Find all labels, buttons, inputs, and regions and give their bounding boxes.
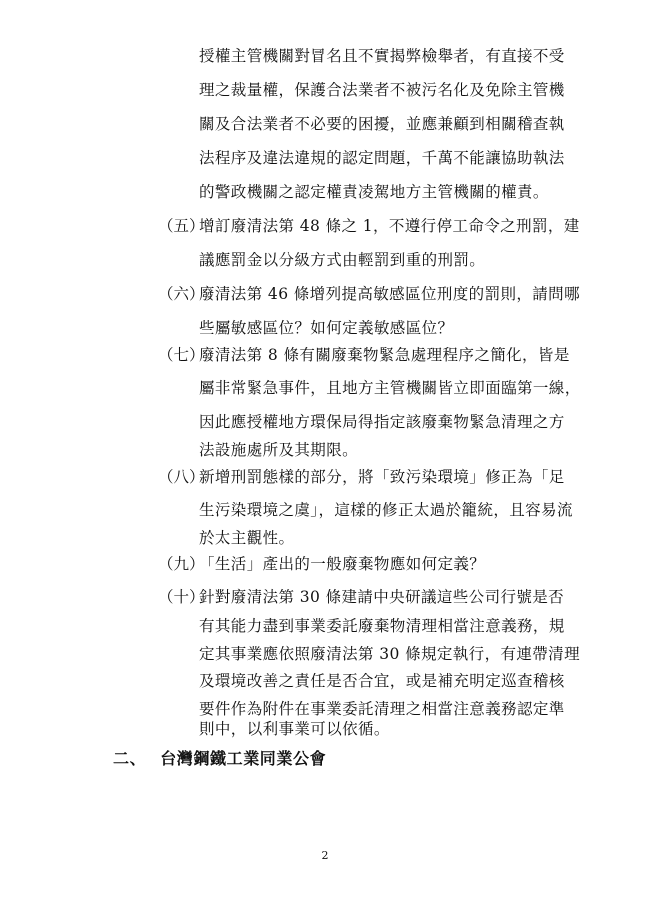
continuation-line: 理之裁量權，保護合法業者不被污名化及免除主管機 <box>199 81 565 99</box>
item-number: （五） <box>158 217 205 235</box>
item-line: 生污染環境之虞」，這樣的修正太過於籠統，且容易流 <box>199 501 573 519</box>
item-line: 及環境改善之責任是否合宜，或是補充明定巡查稽核 <box>199 672 565 690</box>
item-line: 些屬敏感區位？如何定義敏感區位？ <box>199 319 454 337</box>
section-number: 二、 <box>113 749 147 768</box>
item-line: 屬非常緊急事件，且地方主管機關皆立即面臨第一線， <box>199 379 581 397</box>
continuation-line: 關及合法業者不必要的困擾，並應兼顧到相關稽查執 <box>199 115 565 133</box>
continuation-line: 法程序及違法違規的認定問題，千萬不能讓協助執法 <box>199 149 565 167</box>
section-title: 台灣鋼鐵工業同業公會 <box>160 749 327 768</box>
item-line: 則中，以利事業可以依循。 <box>199 720 390 738</box>
item-number: （九） <box>158 555 205 573</box>
item-line: 法設施處所及其期限。 <box>199 441 359 459</box>
item-line: 於太主觀性。 <box>199 529 295 547</box>
item-line: 廢清法第 46 條增列提高敏感區位刑度的罰則，請問哪 <box>199 285 580 303</box>
item-line: 廢清法第 8 條有關廢棄物緊急處理程序之簡化，皆是 <box>199 346 570 364</box>
item-number: （八） <box>158 468 205 486</box>
section-heading <box>113 749 326 769</box>
page-number: 2 <box>321 849 329 862</box>
item-line: 「生活」產出的一般廢棄物應如何定義？ <box>199 555 486 573</box>
continuation-line: 的警政機關之認定權責凌駕地方主管機關的權責。 <box>199 183 549 201</box>
item-line: 有其能力盡到事業委託廢棄物清理相當注意義務，規 <box>199 617 565 635</box>
item-number: （十） <box>158 588 205 606</box>
item-line: 針對廢清法第 30 條建請中央研議這些公司行號是否 <box>199 588 565 606</box>
item-line: 議應罰金以分級方式由輕罰到重的刑罰。 <box>199 251 486 269</box>
item-number: （六） <box>158 285 205 303</box>
item-line: 新增刑罰態樣的部分，將「致污染環境」修正為「足 <box>199 468 565 486</box>
continuation-line: 授權主管機關對冒名且不實揭弊檢舉者，有直接不受 <box>199 47 565 65</box>
item-line: 增訂廢清法第 48 條之 1，不遵行停工命令之刑罰，建 <box>199 217 580 235</box>
item-line: 定其事業應依照廢清法第 30 條規定執行，有連帶清理 <box>199 645 580 663</box>
item-line: 因此應授權地方環保局得指定該廢棄物緊急清理之方 <box>199 413 565 431</box>
item-number: （七） <box>158 346 205 364</box>
item-line: 要件作為附件在事業委託清理之相當注意義務認定準 <box>199 700 565 718</box>
